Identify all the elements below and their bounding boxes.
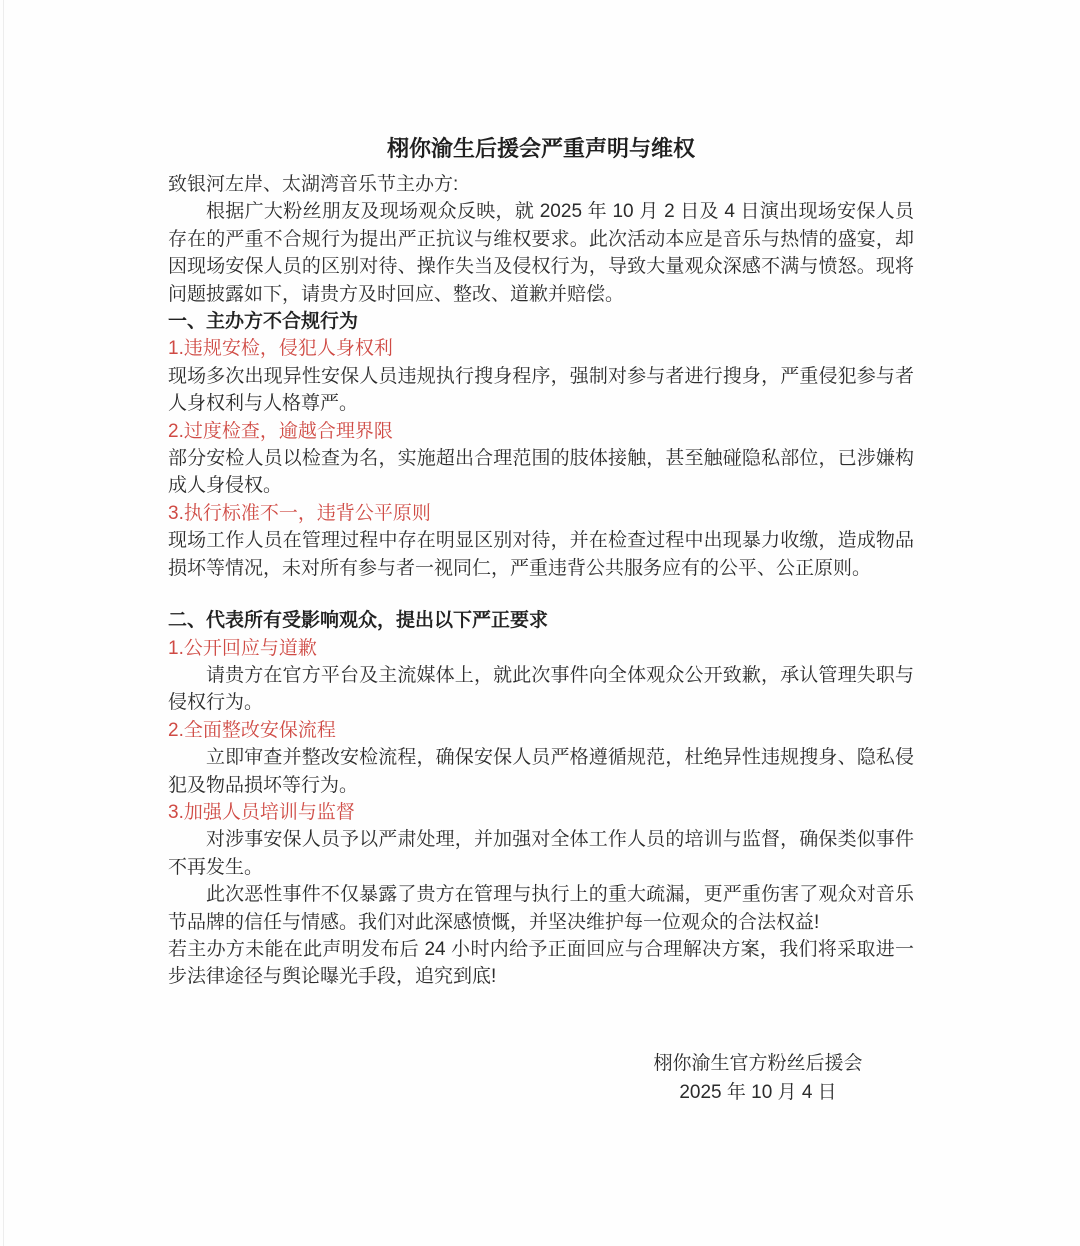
demand-3-title: 3.加强人员培训与监督 xyxy=(168,801,355,823)
section2-heading: 二、代表所有受影响观众，提出以下严正要求 xyxy=(168,610,549,632)
violation-1-body: 现场多次出现异性安保人员违规执行搜身程序，强制对参与者进行搜身，严重侵犯参与者人身权利与人格尊严。 xyxy=(168,365,914,415)
violation-1-title: 1.违规安检，侵犯人身权利 xyxy=(168,338,393,360)
signature-block xyxy=(608,1049,908,1107)
closing-paragraph-2: 若主办方未能在此声明发布后 24 小时内给予正面回应与合理解决方案，我们将采取进一步法律途径与舆论曝光手段，追究到底! xyxy=(168,938,914,988)
page-title: 栩你渝生后援会严重声明与维权 xyxy=(386,136,695,161)
violation-3-body: 现场工作人员在管理过程中存在明显区别对待，并在检查过程中出现暴力收缴，造成物品损坏等情况，未对所有参与者一视同仁，严重违背公共服务应有的公平、公正原则。 xyxy=(168,530,914,579)
demand-2-body: 立即审查并整改安检流程，确保安保人员严格遵循规范，杜绝异性违规搜身、隐私侵犯及物品损坏等行为。 xyxy=(168,747,914,796)
violation-2-title: 2.过度检查，逾越合理界限 xyxy=(168,420,393,442)
intro-paragraph: 根据广大粉丝朋友及现场观众反映，就 2025 年 10 月 2 日及 4 日演出现场安保人员存在的严重不合规行为提出严正抗议与维权要求。此次活动本应是音乐与热情的盛宴，却因现场安保人员的区别对待、操作失当及侵权行为，导致大量观众深感不满与愤怒。现将问题披露如下，请贵方及时回应、整改、道歉并赔偿。 xyxy=(168,201,914,305)
closing-paragraph-1: 此次恶性事件不仅暴露了贵方在管理与执行上的重大疏漏，更严重伤害了观众对音乐节品牌的信任与情感。我们对此深感愤慨，并坚决维护每一位观众的合法权益! xyxy=(168,884,914,933)
demand-1-title: 1.公开回应与道歉 xyxy=(168,637,317,659)
violation-2-body: 部分安检人员以检查为名，实施超出合理范围的肢体接触，甚至触碰隐私部位，已涉嫌构成人身侵权。 xyxy=(168,448,914,497)
section1-heading: 一、主办方不合规行为 xyxy=(168,311,359,333)
signature-line: 栩你渝生官方粉丝后援会 xyxy=(653,1052,863,1074)
demand-2-title: 2.全面整改安保流程 xyxy=(168,719,336,741)
demand-3-body: 对涉事安保人员予以严肃处理，并加强对全体工作人员的培训与监督，确保类似事件不再发生。 xyxy=(168,829,914,878)
date-line: 2025 年 10 月 4 日 xyxy=(679,1081,837,1103)
statement-document xyxy=(168,134,914,1107)
violation-3-title: 3.执行标准不一，违背公平原则 xyxy=(168,502,431,524)
salutation-line: 致银河左岸、太湖湾音乐节主办方: xyxy=(168,174,459,195)
demand-1-body: 请贵方在官方平台及主流媒体上，就此次事件向全体观众公开致歉，承认管理失职与侵权行为。 xyxy=(168,664,914,714)
page-edge-line xyxy=(3,0,4,1246)
